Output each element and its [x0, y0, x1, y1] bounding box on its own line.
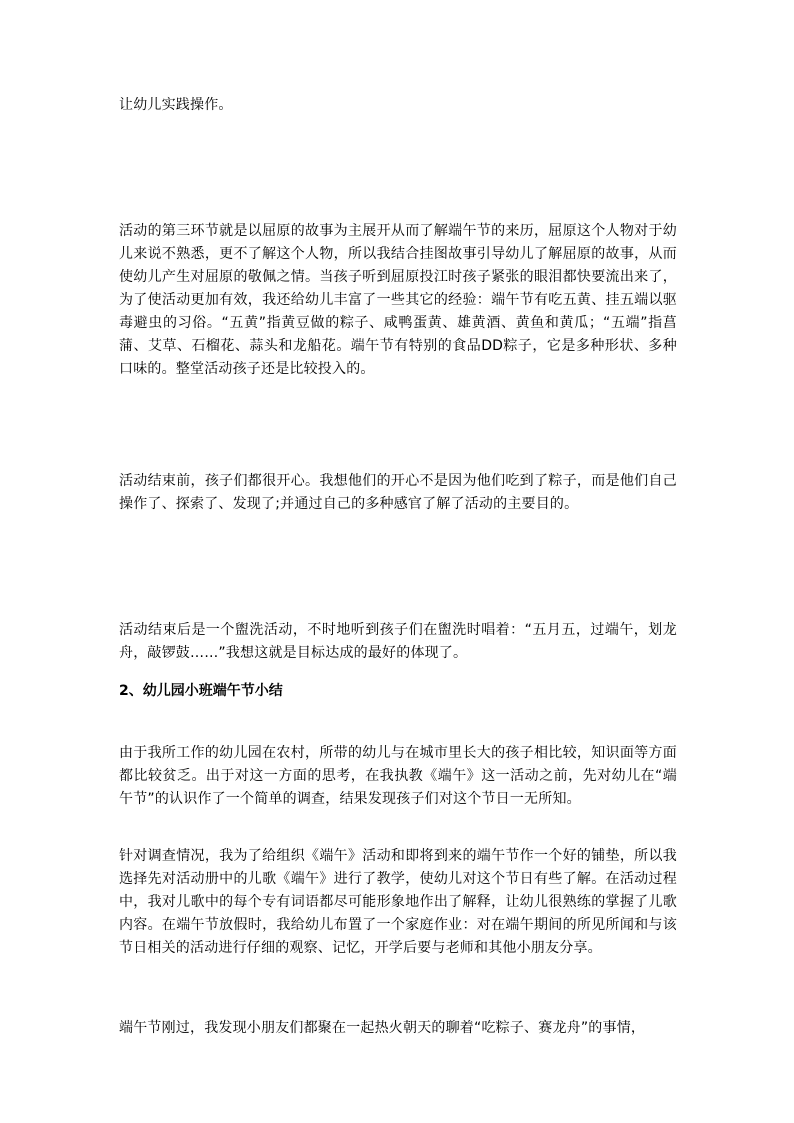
paragraph-washing-activity: 活动结束后是一个盥洗活动，不时地听到孩子们在盥洗时唱着：“五月五，过端午，划龙舟，敲锣鼓……”我想这就是目标达成的最好的体现了。: [119, 622, 677, 661]
paragraph-rural-kindergarten: 由于我所工作的幼儿园在农村，所带的幼儿与在城市里长大的孩子相比较，知识面等方面都比较贫乏。出于对这一方面的思考，在我执教《端午》这一活动之前，先对幼儿在“端午节”的认识作了一个简单的调查，结果发现孩子们对这个节日一无所知。: [119, 745, 677, 807]
paragraph-survey-response: 针对调查情况，我为了给组织《端午》活动和即将到来的端午节作一个好的铺垫，所以我选择先对活动册中的儿歌《端午》进行了教学，使幼儿对这个节日有些了解。在活动过程中，我对儿歌中的每个专有词语都尽可能形象地作出了解释，让幼儿很熟练的掌握了儿歌内容。在端午节放假时，我给幼儿布置了一个家庭作业：对在端午期间的所见所闻和与该节日相关的活动进行仔细的观察、记忆，开学后要与老师和其他小朋友分享。: [119, 848, 677, 956]
paragraph-activity-end: 活动结束前，孩子们都很开心。我想他们的开心不是因为他们吃到了粽子，而是他们自己操作了、探索了、发现了;并通过自己的多种感官了解了活动的主要目的。: [119, 473, 677, 512]
paragraph-practice: 让幼儿实践操作。: [119, 97, 233, 113]
paragraph-after-festival: 端午节刚过，我发现小朋友们都聚在一起热火朝天的聊着“吃粽子、赛龙舟”的事情，: [119, 1020, 646, 1036]
paragraph-third-segment: 活动的第三环节就是以屈原的故事为主展开从而了解端午节的来历，屈原这个人物对于幼儿来说不熟悉，更不了解这个人物，所以我结合挂图故事引导幼儿了解屈原的故事，从而使幼儿产生对屈原的敬佩之情。当孩子听到屈原投江时孩子紧张的眼泪都快要流出来了，为了使活动更加有效，我还给幼儿丰富了一些其它的经验：端午节有吃五黄、挂五端以驱毒避虫的习俗。“五黄”指黄豆做的粽子、咸鸭蛋黄、雄黄酒、黄鱼和黄瓜；“五端”指菖蒲、艾草、石榴花、蒜头和龙船花。端午节有特别的食品DD粽子，它是多种形状、多种口味的。整堂活动孩子还是比较投入的。: [119, 223, 677, 377]
section-heading: 2、幼儿园小班端午节小结: [119, 683, 283, 699]
